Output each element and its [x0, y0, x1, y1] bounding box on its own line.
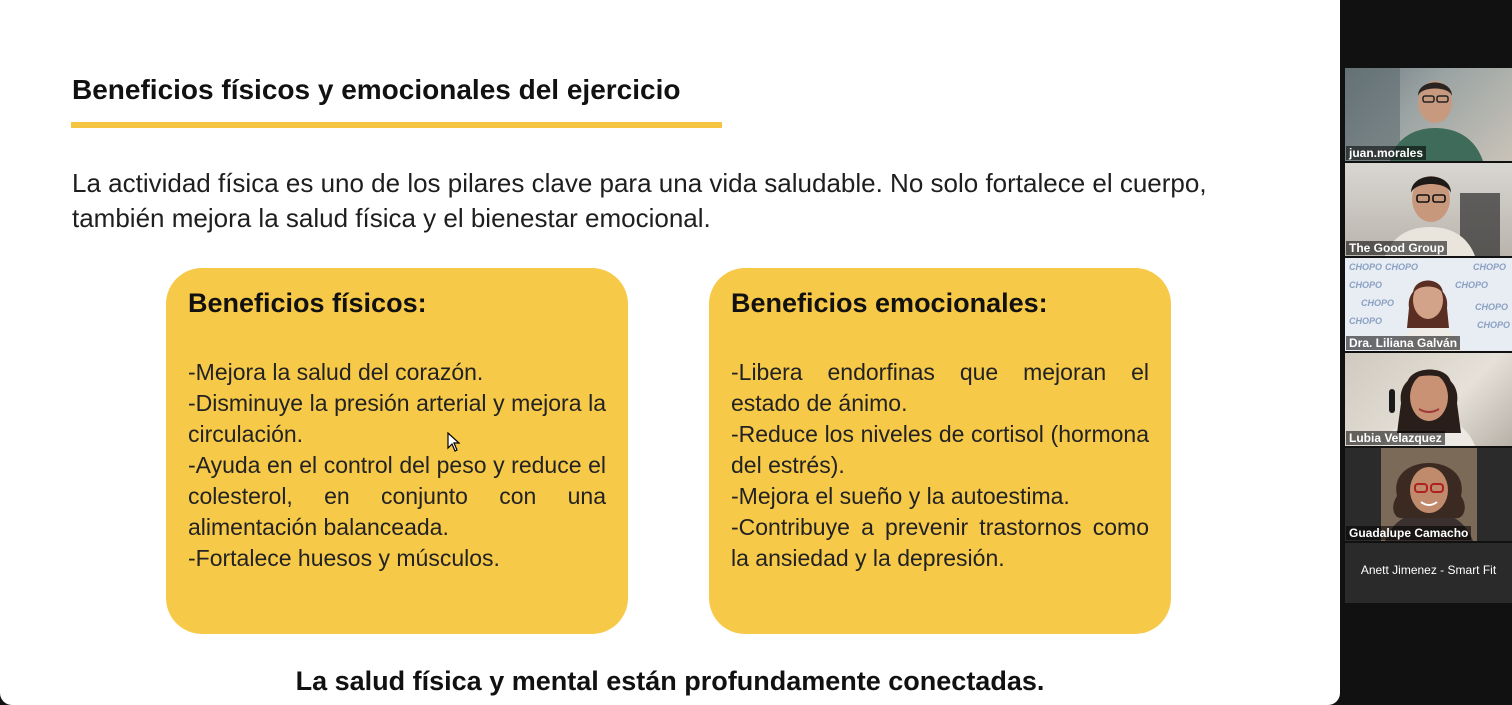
background-logo-text: CHOPO — [1473, 262, 1507, 272]
list-item: -Fortalece huesos y músculos. — [188, 545, 500, 571]
participant-name: The Good Group — [1346, 241, 1447, 255]
participant-tile[interactable] — [1345, 68, 1512, 161]
emotional-benefits-heading: Beneficios emocionales: — [731, 288, 1048, 318]
participant-tile[interactable] — [1345, 353, 1512, 446]
participant-name: Dra. Liliana Galván — [1346, 336, 1460, 350]
list-item: -Mejora el sueño y la autoestima. — [731, 483, 1070, 509]
participant-tile[interactable] — [1345, 543, 1512, 603]
physical-benefits-heading: Beneficios físicos: — [188, 288, 427, 318]
background-logo-text: CHOPO — [1349, 316, 1383, 326]
participant-tile[interactable] — [1345, 163, 1512, 256]
emotional-benefits-card — [709, 268, 1171, 634]
slide-title: Beneficios físicos y emocionales del ejercicio — [72, 74, 681, 105]
background-logo-text: CHOPO — [1455, 280, 1489, 290]
emotional-benefits-list — [731, 357, 1149, 574]
participant-name: Anett Jimenez - Smart Fit — [1360, 563, 1497, 577]
background-logo-text: CHOPO — [1385, 262, 1419, 272]
participant-tile[interactable] — [1345, 258, 1512, 351]
physical-benefits-card — [166, 268, 628, 634]
title-underline — [71, 122, 722, 128]
list-item: -Ayuda en el control del peso y reduce el colesterol, en conjunto con una alimentación balanceada. — [188, 452, 606, 540]
background-logo-text: CHOPO — [1477, 320, 1511, 330]
background-logo-text: CHOPO — [1475, 302, 1509, 312]
participant-name: juan.morales — [1346, 146, 1426, 160]
slide-footer: La salud física y mental están profundamente conectadas. — [295, 666, 1045, 696]
list-item: -Libera endorfinas que mejoran el estado de ánimo. — [731, 359, 1149, 416]
background-logo-text: CHOPO — [1349, 280, 1383, 290]
slide-intro: La actividad física es uno de los pilares clave para una vida saludable. No solo fortalece el cuerpo, también mejora la salud física y el bienestar emocional. — [72, 168, 1207, 233]
list-item: -Mejora la salud del corazón. — [188, 359, 484, 385]
list-item: -Reduce los niveles de cortisol (hormona del estrés). — [731, 421, 1149, 478]
mouse-cursor-icon — [447, 432, 461, 452]
participant-tile[interactable] — [1345, 448, 1512, 541]
list-item: -Disminuye la presión arterial y mejora la circulación. — [188, 390, 606, 447]
physical-benefits-list — [188, 357, 606, 574]
list-item: -Contribuye a prevenir trastornos como la ansiedad y la depresión. — [731, 514, 1149, 571]
participant-name: Lubia Velazquez — [1346, 431, 1445, 445]
background-logo-text: CHOPO — [1361, 298, 1395, 308]
participant-name: Guadalupe Camacho — [1346, 526, 1471, 540]
background-logo-text: CHOPO — [1349, 262, 1383, 272]
participant-panel — [1345, 68, 1512, 605]
